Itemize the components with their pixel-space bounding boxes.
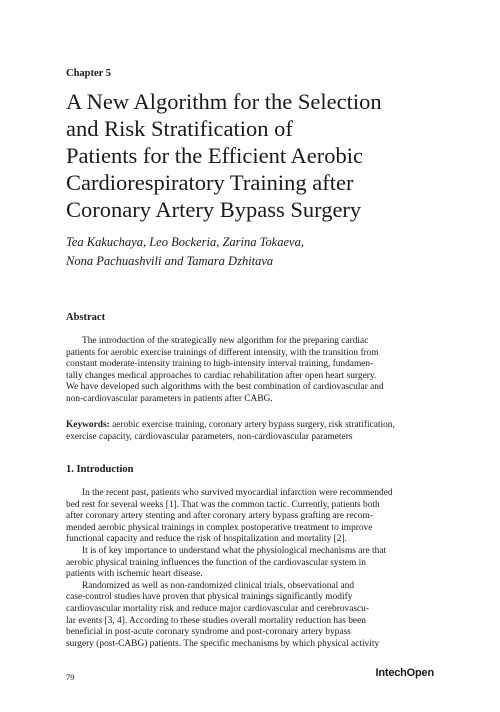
intro-line: beneficial in post-acute coronary syndrome and post-coronary artery bypass — [66, 627, 351, 638]
abstract-line: tally changes medical approaches to cardiac rehabilitation after open heart surgery. — [66, 370, 377, 381]
title-line: A New Algorithm for the Selection — [66, 89, 382, 114]
intro-line: aerobic physical training influences the function of the cardiovascular system in — [66, 557, 366, 568]
title-line: Cardiorespiratory Training after — [66, 170, 354, 195]
author-line: Nona Pachuashvili and Tamara Dzhitava — [66, 254, 274, 268]
page-number: 79 — [66, 672, 75, 682]
title-line: Coronary Artery Bypass Surgery — [66, 197, 362, 222]
intro-line: lar events [3, 4]. According to these studies overall mortality reduction has been — [66, 615, 366, 626]
abstract-line: The introduction of the strategically new algorithm for the preparing cardiac — [82, 336, 369, 346]
abstract-line: We have developed such algorithms with the best combination of cardiovascular and — [66, 382, 384, 393]
intro-line: It is of key importance to understand what the physiological mechanisms are that — [82, 545, 387, 556]
intro-line: case-control studies have proven that physical trainings significantly modify — [66, 592, 353, 603]
intro-line: bed rest for several weeks [1]. That was the common tactic. Currently, patients both — [66, 499, 380, 510]
intro-line: surgery (post-CABG) patients. The specific mechanisms by which physical activity — [66, 638, 380, 649]
intro-line: after coronary artery stenting and after coronary artery bypass grafting are recom- — [66, 511, 373, 522]
abstract-line: patients for aerobic exercise trainings of different intensity, with the transition from — [66, 347, 379, 358]
keywords-line: exercise capacity, cardiovascular parameters, non-cardiovascular parameters — [66, 431, 353, 442]
abstract-line: non-cardiovascular parameters in patients after CABG. — [66, 393, 273, 404]
intro-line: mended aerobic physical trainings in complex postoperative treatment to improve — [66, 522, 373, 533]
keywords-line — [66, 420, 436, 432]
keywords-text: aerobic exercise training, coronary artery bypass surgery, risk stratification, — [109, 420, 395, 430]
chapter-title — [66, 88, 466, 223]
introduction-body — [66, 488, 436, 650]
title-line: and Risk Stratification of — [66, 116, 293, 141]
intro-line: cardiovascular mortality risk and reduce major cardiovascular and cerebrovascu- — [66, 603, 369, 614]
abstract-heading: Abstract — [66, 312, 106, 323]
intro-line: Randomized as well as non-randomized clinical trials, observational and — [82, 580, 355, 591]
chapter-label: Chapter 5 — [66, 68, 112, 79]
keywords-label: Keywords: — [66, 420, 110, 430]
intro-line: patients with ischemic heart disease. — [66, 569, 203, 580]
keywords-block — [66, 420, 436, 443]
introduction-heading: 1. Introduction — [66, 464, 134, 475]
author-line: Tea Kakuchaya, Leo Bockeria, Zarina Tokaeva, — [66, 235, 304, 249]
title-line: Patients for the Efficient Aerobic — [66, 143, 363, 168]
intro-line: In the recent past, patients who survived myocardial infarction were recommended — [82, 488, 393, 498]
abstract-body — [66, 336, 436, 406]
author-list — [66, 233, 446, 271]
publisher-logo: IntechOpen — [375, 667, 434, 679]
intro-line: functional capacity and reduce the risk of hospitalization and mortality [2]. — [66, 534, 347, 545]
abstract-line: constant moderate-intensity training to high-intensity interval training, fundamen- — [66, 359, 374, 370]
